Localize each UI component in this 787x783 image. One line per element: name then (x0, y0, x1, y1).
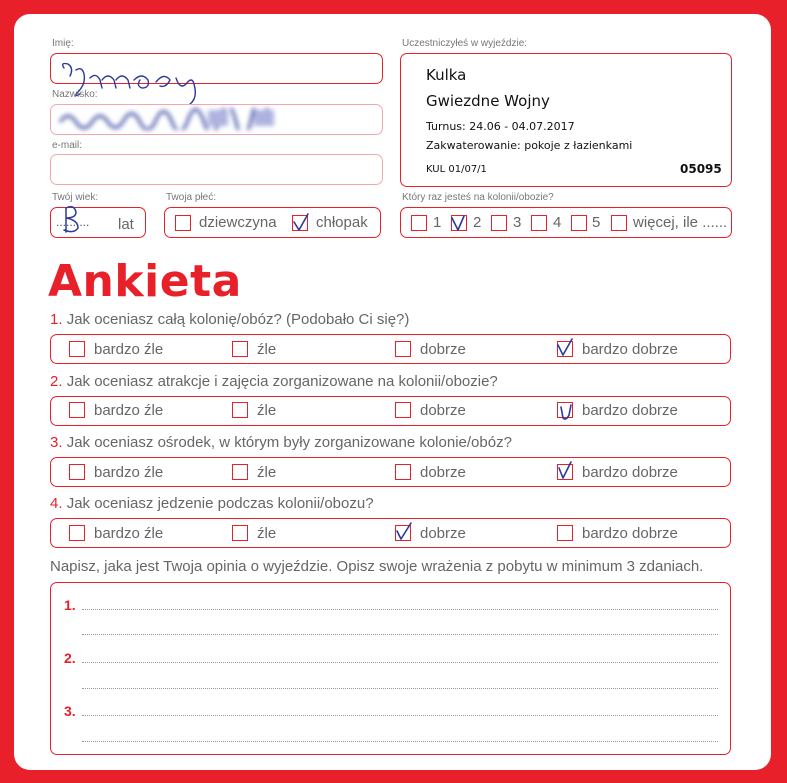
q2-dobrze-label: dobrze (420, 402, 466, 419)
trip-turnus: Turnus: 24.06 - 04.07.2017 (426, 120, 575, 133)
age-label: Twój wiek: (52, 192, 99, 203)
times-1-checkbox[interactable] (411, 215, 427, 231)
q3-dobrze-label: dobrze (420, 464, 466, 481)
q2-zle-checkbox[interactable] (232, 402, 248, 418)
q2-bardzo-zle-checkbox[interactable] (69, 402, 85, 418)
q1-bardzo-zle-checkbox[interactable] (69, 341, 85, 357)
q4-bardzo-dobrze-label: bardzo dobrze (582, 525, 678, 542)
survey-title: Ankieta (48, 256, 242, 307)
checkmark-icon (556, 460, 574, 480)
q2-zle-label: źle (257, 402, 277, 419)
opinion-textarea[interactable] (50, 582, 731, 755)
times-more-checkbox[interactable] (611, 215, 627, 231)
times-2-label: 2 (473, 214, 482, 231)
checkmark-icon (450, 212, 468, 232)
opinion-line (82, 741, 718, 742)
gender-boy-label: chłopak (316, 214, 368, 231)
question-4-text: 4. Jak oceniasz jedzenie podczas kolonii/obozu? (50, 495, 374, 512)
question-3-text: 3. Jak oceniasz ośrodek, w którym były zorganizowane kolonie/obóz? (50, 434, 512, 451)
q3-zle-label: źle (257, 464, 277, 481)
age-dots: .......... (56, 215, 90, 229)
q2-bardzo-dobrze-label: bardzo dobrze (582, 402, 678, 419)
q1-dobrze-label: dobrze (420, 341, 466, 358)
checkmark-icon (556, 337, 574, 357)
opinion-line (82, 715, 718, 716)
q4-dobrze-label: dobrze (420, 525, 466, 542)
surname-label: Nazwisko: (52, 89, 98, 100)
gender-girl-checkbox[interactable] (175, 215, 191, 231)
q3-zle-checkbox[interactable] (232, 464, 248, 480)
trip-code: KUL 01/07/1 (426, 164, 487, 175)
times-label: Który raz jesteś na kolonii/obozie? (402, 192, 554, 203)
trip-number: 05095 (680, 162, 722, 176)
checkmark-icon (557, 401, 575, 421)
trip-theme: Gwiezdne Wojny (426, 92, 550, 110)
times-3-checkbox[interactable] (491, 215, 507, 231)
gender-girl-label: dziewczyna (199, 214, 277, 231)
q1-dobrze-checkbox[interactable] (395, 341, 411, 357)
gender-label: Twoja płeć: (166, 192, 217, 203)
q4-bardzo-zle-label: bardzo źle (94, 525, 164, 542)
q2-bardzo-zle-label: bardzo źle (94, 402, 164, 419)
opinion-line (82, 688, 718, 689)
checkmark-icon (395, 521, 413, 541)
opinion-line (82, 634, 718, 635)
opinion-prompt: Napisz, jaka jest Twoja opinia o wyjeździe. Opisz swoje wrażenia z pobytu w minimum 3 zdaniach. (50, 558, 704, 575)
q3-bardzo-zle-label: bardzo źle (94, 464, 164, 481)
times-5-checkbox[interactable] (571, 215, 587, 231)
opinion-line-3-number: 3. (64, 703, 76, 719)
opinion-line-2-number: 2. (64, 650, 76, 666)
times-4-checkbox[interactable] (531, 215, 547, 231)
times-4-label: 4 (553, 214, 562, 231)
trip-accommodation: Zakwaterowanie: pokoje z łazienkami (426, 139, 633, 152)
q2-dobrze-checkbox[interactable] (395, 402, 411, 418)
q1-bardzo-dobrze-label: bardzo dobrze (582, 341, 678, 358)
q4-bardzo-zle-checkbox[interactable] (69, 525, 85, 541)
opinion-line (82, 609, 718, 610)
participated-label: Uczestniczyłeś w wyjeździe: (402, 38, 528, 49)
q3-bardzo-dobrze-label: bardzo dobrze (582, 464, 678, 481)
q1-zle-checkbox[interactable] (232, 341, 248, 357)
trip-name: Kulka (426, 66, 467, 84)
checkmark-icon (292, 212, 310, 232)
handwritten-age (60, 204, 84, 234)
times-1-label: 1 (433, 214, 442, 231)
q4-zle-checkbox[interactable] (232, 525, 248, 541)
times-3-label: 3 (513, 214, 522, 231)
age-unit: lat (118, 216, 134, 233)
q4-zle-label: źle (257, 525, 277, 542)
q3-bardzo-zle-checkbox[interactable] (69, 464, 85, 480)
q4-bardzo-dobrze-checkbox[interactable] (557, 525, 573, 541)
email-field[interactable] (50, 154, 383, 185)
question-2-text: 2. Jak oceniasz atrakcje i zajęcia zorganizowane na kolonii/obozie? (50, 373, 498, 390)
q1-bardzo-zle-label: bardzo źle (94, 341, 164, 358)
opinion-line (82, 662, 718, 663)
opinion-line-1-number: 1. (64, 597, 76, 613)
redacted-surname (58, 108, 278, 130)
q1-zle-label: źle (257, 341, 277, 358)
email-label: e-mail: (52, 140, 83, 151)
times-5-label: 5 (592, 214, 601, 231)
name-label: Imię: (52, 38, 74, 49)
q3-dobrze-checkbox[interactable] (395, 464, 411, 480)
question-1-text: 1. Jak oceniasz całą kolonię/obóz? (Podobało Ci się?) (50, 311, 410, 328)
times-more-label: więcej, ile ...... (633, 214, 728, 231)
